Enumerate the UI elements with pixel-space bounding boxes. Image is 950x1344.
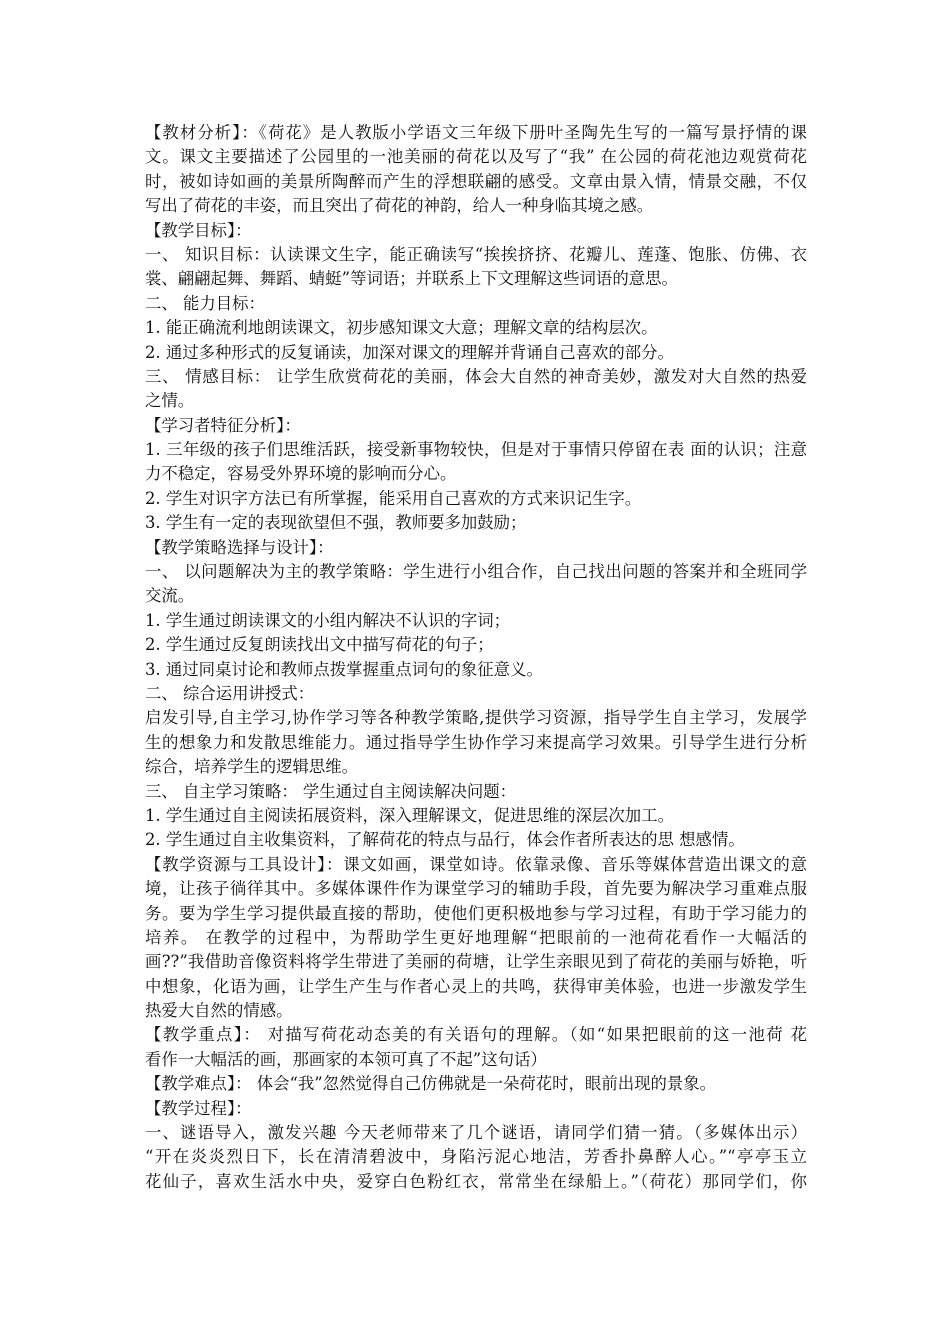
text-line: 一、 知识目标：认读课文生字，能正确读写“挨挨挤挤、花瓣儿、莲蓬、饱胀、仿佛、衣 [145,244,807,264]
section-heading: 【学习者特征分析】： [145,415,301,435]
text-line: 2. 通过多种形式的反复诵读，加深对课文的理解并背诵自己喜欢的部分。 [145,342,674,362]
text-line: 二、 能力目标： [145,293,265,313]
text-line: 3. 学生有一定的表现欲望但不强，教师要多加鼓励； [145,513,527,533]
section-heading: 【教学目标】： [145,220,252,240]
text-line: 2. 学生通过反复朗读找出文中描写荷花的句子； [145,635,494,655]
text-line: 画??”我借助音像资料将学生带进了美丽的荷塘，让学生亲眼见到了荷花的美丽与娇艳，听 [145,952,807,972]
section-heading: 【教学策略选择与设计】： [145,537,334,557]
text-line: 交流。 [145,586,195,606]
text-line: 热爱大自然的情感。 [145,1001,293,1021]
section-heading: 【教学重点】： 对描写荷花动态美的有关语句的理解。（如“如果把眼前的这一池荷 花 [145,1025,807,1045]
text-line: 三、 自主学习策略： 学生通过自主阅读解决问题： [145,781,517,801]
text-line: 一、谜语导入，激发兴趣 今天老师带来了几个谜语，请同学们猜一猜。（多媒体出示） [145,1123,807,1143]
text-line: 时，被如诗如画的美景所陶醉而产生的浮想联翩的感受。文章由景入情，情景交融，不仅 [145,171,807,191]
text-line: 1. 能正确流利地朗读课文，初步感知课文大意；理解文章的结构层次。 [145,318,658,338]
text-line: 花仙子，喜欢生活水中央，爱穿白色粉红衣，常常坐在绿船上。”（荷花）那同学们，你 [145,1171,807,1191]
text-line: 中想象，化语为画，让学生产生与作者心灵上的共鸣，获得审美体验，也进一步激发学生 [145,976,807,996]
text-line: 三、 情感目标： 让学生欣赏荷花的美丽，体会大自然的神奇美妙，激发对大自然的热爱 [145,366,807,386]
text-line: 之情。 [145,391,195,411]
text-line: 3. 通过同桌讨论和教师点拨掌握重点词句的象征意义。 [145,659,543,679]
text-line: 二、 综合运用讲授式： [145,683,315,703]
text-line: “开在炎炎烈日下，长在清清碧波中，身陷污泥心地洁，芳香扑鼻醉人心。”“亭亭玉立 [145,1147,807,1167]
text-line: 【教材分析】：《荷花》是人教版小学语文三年级下册叶圣陶先生写的一篇写景抒情的课 [145,123,807,142]
text-line: 境，让孩子徜徉其中。多媒体课件作为课堂学习的辅助手段，首先要为解决学习重难点服 [145,879,807,899]
text-line: 1. 学生通过自主阅读拓展资料，深入理解课文，促进思维的深层次加工。 [145,805,674,825]
text-line: 综合，培养学生的逻辑思维。 [145,757,359,777]
text-line: 2. 学生通过自主收集资料，了解荷花的特点与品行，体会作者所表达的思 想感情。 [145,830,745,850]
text-line: 培养。 在教学的过程中，为帮助学生更好地理解“把眼前的一池荷花看作一大幅活的 [145,927,807,947]
text-line: 启发引导,自主学习,协作学习等各种教学策略,提供学习资源，指导学生自主学习，发展学 [145,708,807,728]
text-line: 生的想象力和发散思维能力。通过指导学生协作学习来提高学习效果。引导学生进行分析 [145,732,807,752]
text-line: 写出了荷花的丰姿，而且突出了荷花的神韵，给人一种身临其境之感。 [145,196,654,216]
text-line: 务。要为学生学习提供最直接的帮助，使他们更积极地参与学习过程，有助于学习能力的 [145,903,807,923]
section-heading: 【教学难点】： 体会“我”忽然觉得自己仿佛就是一朵荷花时，眼前出现的景象。 [145,1074,717,1094]
text-line: 一、 以问题解决为主的教学策略：学生进行小组合作，自己找出问题的答案并和全班同学 [145,562,807,582]
section-heading: 【教学资源与工具设计】：课文如画，课堂如诗。依靠录像、音乐等媒体营造出课文的意 [145,854,807,874]
text-line: 看作一大幅活的画，那画家的本领可真了不起”这句话） [145,1049,547,1069]
text-line: 1. 三年级的孩子们思维活跃，接受新事物较快，但是对于事情只停留在表 面的认识；注意 [145,440,807,460]
text-line: 2. 学生对识字方法已有所掌握，能采用自己喜欢的方式来识记生字。 [145,488,642,508]
text-line: 裳、翩翩起舞、舞蹈、蜻蜓”等词语；并联系上下文理解这些词语的意思。 [145,269,678,289]
document-body [145,121,807,1194]
text-line: 1. 学生通过朗读课文的小组内解决不认识的字词； [145,610,511,630]
text-line: 文。课文主要描述了公园里的一池美丽的荷花以及写了“我” 在公园的荷花池边观赏荷花 [145,147,807,167]
text-line: 力不稳定，容易受外界环境的影响而分心。 [145,464,457,484]
section-heading: 【教学过程】： [145,1098,252,1118]
